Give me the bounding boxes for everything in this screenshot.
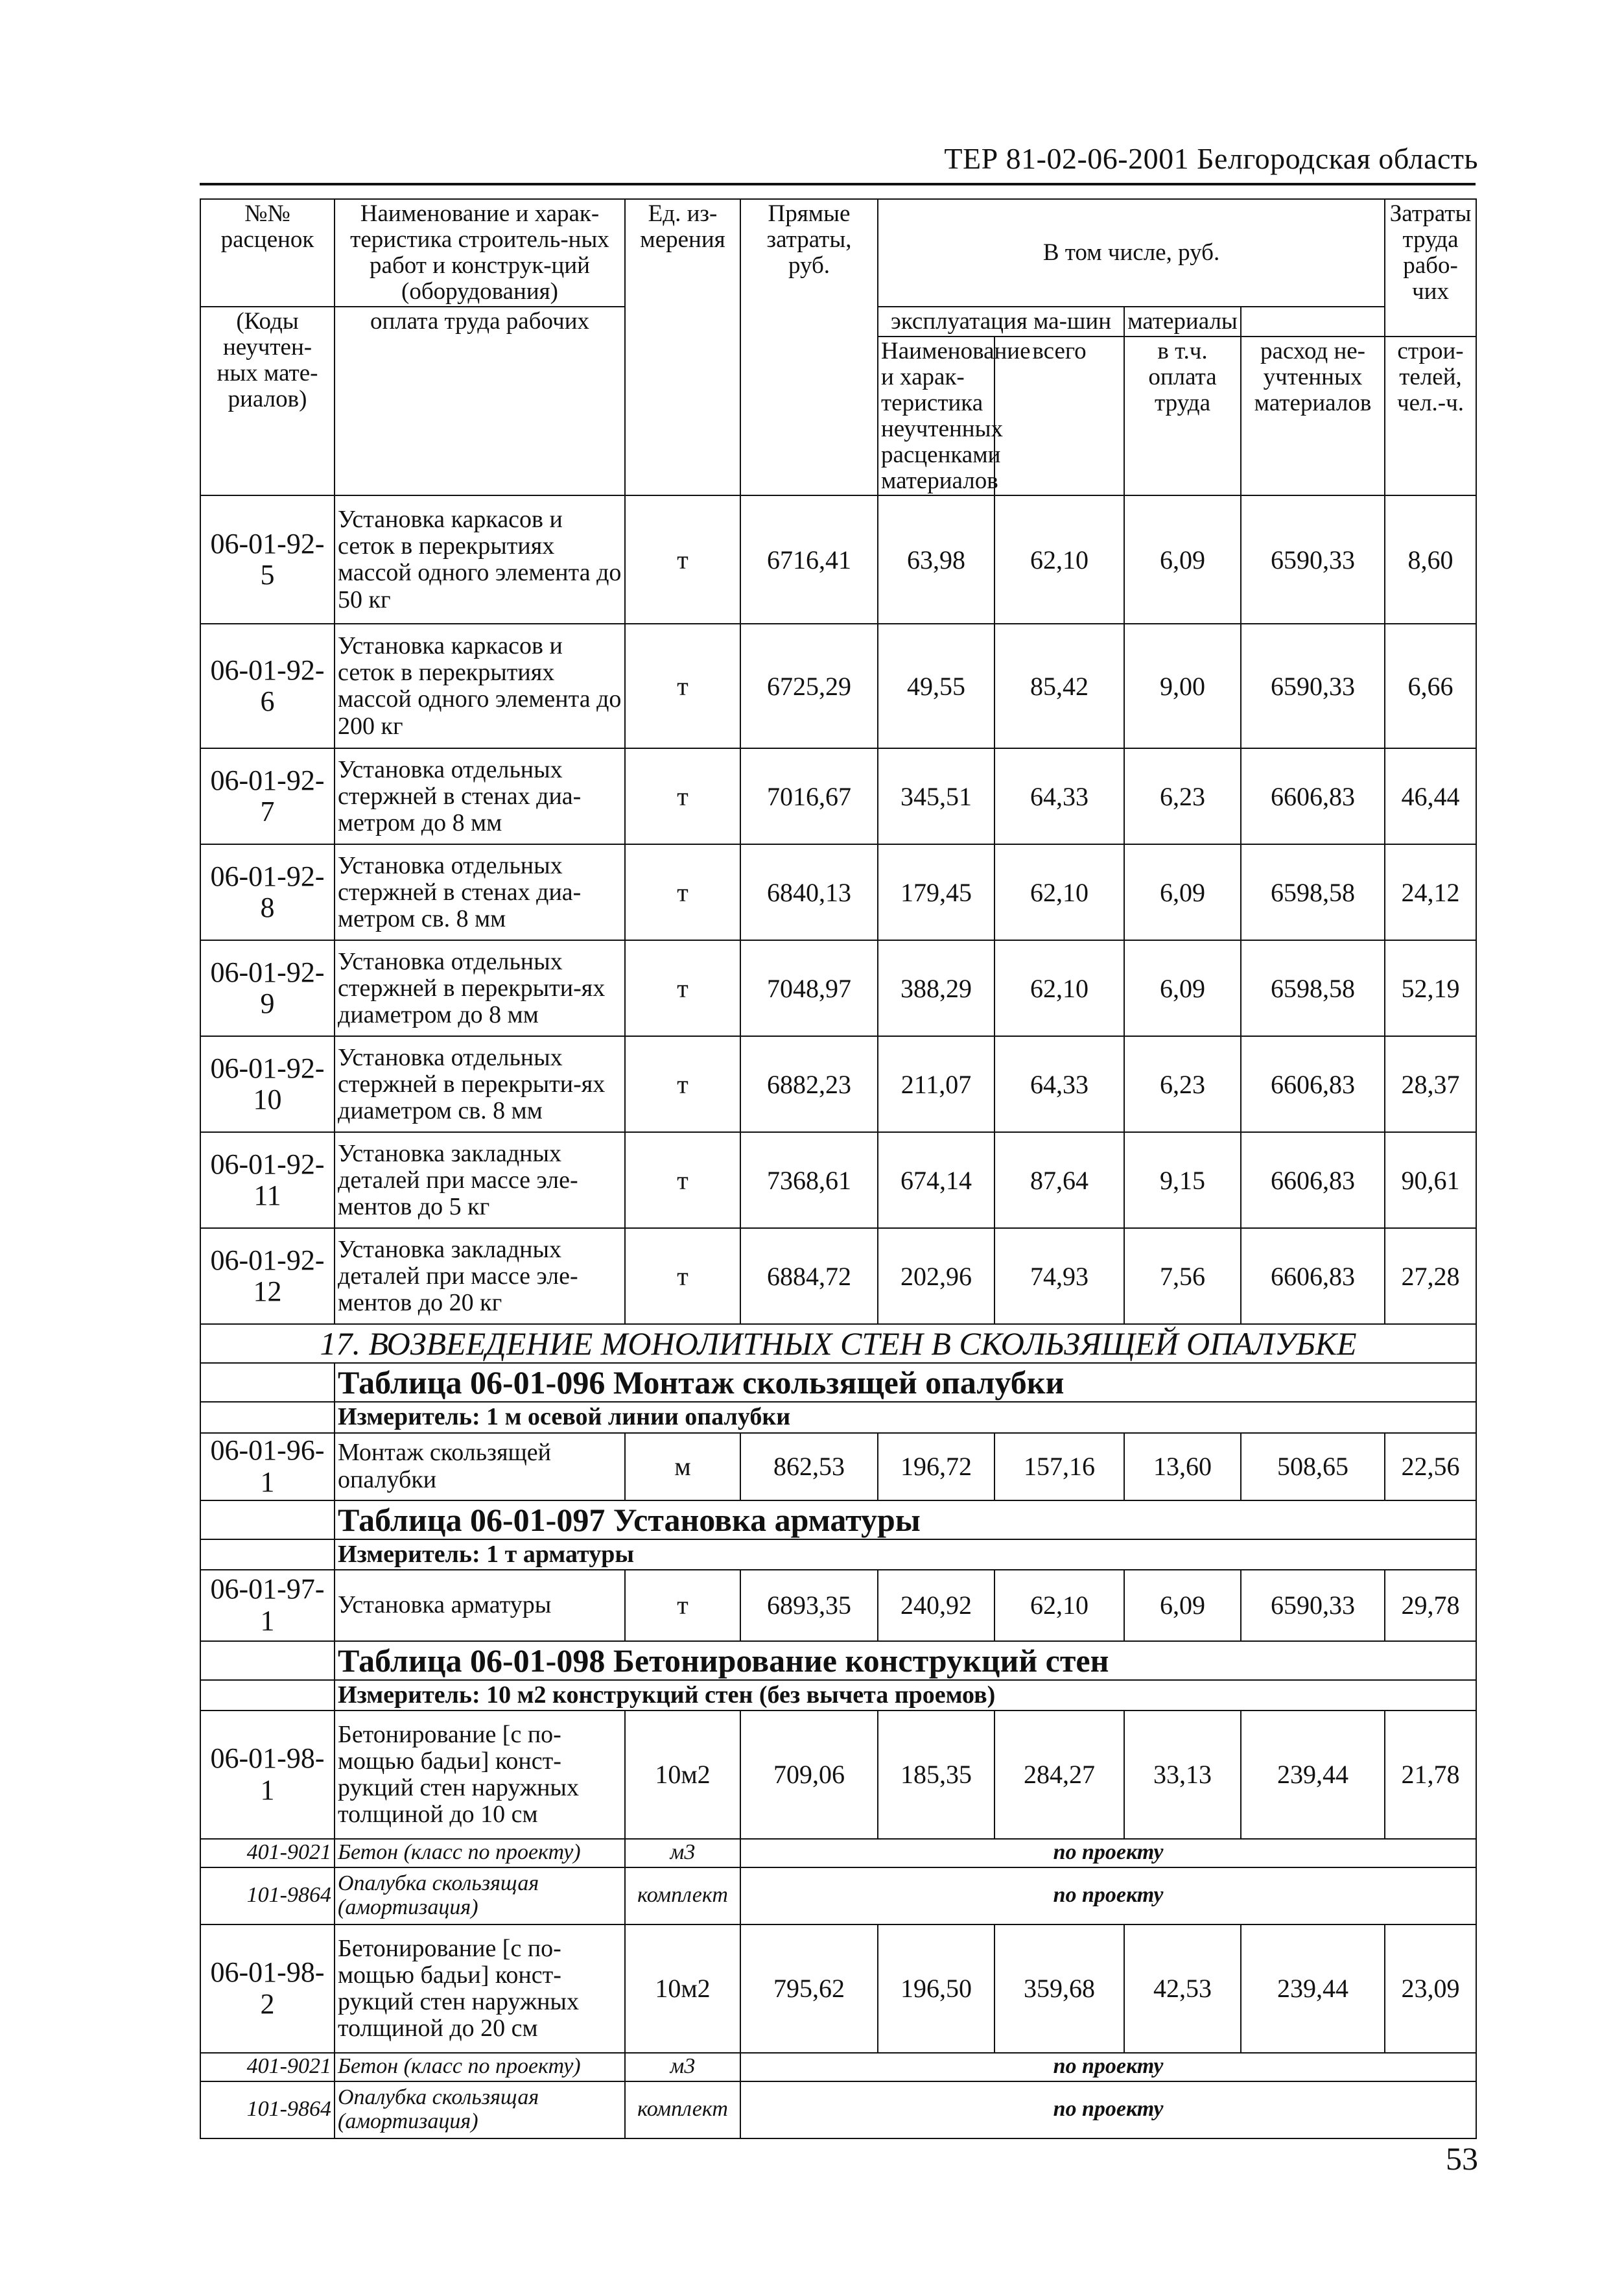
row-name: Бетонирование [с по-мощью бадьи] конст-рукций стен наружных толщиной до 10 см <box>335 1711 625 1839</box>
row-unit: т <box>625 940 740 1036</box>
row-materials: 239,44 <box>1241 1711 1385 1839</box>
table-title-row <box>200 1641 1476 1680</box>
row-machines-wages: 33,13 <box>1124 1711 1241 1839</box>
row-unit: т <box>625 1570 740 1641</box>
empty-cell <box>200 1363 335 1402</box>
row-machines-wages: 6,09 <box>1124 844 1241 940</box>
row-machines-wages: 6,23 <box>1124 1036 1241 1132</box>
row-machines-wages: 13,60 <box>1124 1433 1241 1500</box>
row-materials: 6590,33 <box>1241 1570 1385 1641</box>
table-row <box>200 748 1476 844</box>
table-row <box>200 1433 1476 1500</box>
row-wages: 388,29 <box>878 940 994 1036</box>
row-code: 06-01-98-1 <box>200 1711 335 1839</box>
row-wages: 674,14 <box>878 1132 994 1228</box>
row-name: Бетонирование [с по-мощью бадьи] конст-рукций стен наружных толщиной до 20 см <box>335 1924 625 2053</box>
row-direct: 7048,97 <box>740 940 878 1036</box>
measure-row <box>200 1680 1476 1711</box>
row-name: Установка отдельных стержней в стенах диа-метром до 8 мм <box>335 748 625 844</box>
table-title: Таблица 06-01-097 Установка арматуры <box>335 1500 1476 1539</box>
row-machines: 157,16 <box>994 1433 1124 1500</box>
material-row <box>200 2081 1476 2138</box>
material-unit: комплект <box>625 2081 740 2138</box>
row-machines-wages: 6,09 <box>1124 1570 1241 1641</box>
row-materials: 6590,33 <box>1241 624 1385 748</box>
row-labor: 6,66 <box>1385 624 1476 748</box>
row-materials: 6606,83 <box>1241 1132 1385 1228</box>
row-machines-wages: 9,15 <box>1124 1132 1241 1228</box>
row-unit: м <box>625 1433 740 1500</box>
measure-label: Измеритель: 1 м осевой линии опалубки <box>335 1402 1476 1432</box>
table-row <box>200 495 1476 624</box>
row-machines: 284,27 <box>994 1711 1124 1839</box>
row-code: 06-01-92-6 <box>200 624 335 748</box>
row-machines: 74,93 <box>994 1228 1124 1324</box>
row-wages: 202,96 <box>878 1228 994 1324</box>
table-row <box>200 1711 1476 1839</box>
row-name: Установка каркасов и сеток в перекрытиях массой одного элемента до 50 кг <box>335 495 625 624</box>
col-machines-wages-header: в т.ч. оплата труда <box>1124 337 1241 496</box>
row-machines: 62,10 <box>994 940 1124 1036</box>
material-value: по проекту <box>740 1839 1476 1867</box>
row-machines-wages: 7,56 <box>1124 1228 1241 1324</box>
row-unit: т <box>625 748 740 844</box>
row-materials: 6606,83 <box>1241 748 1385 844</box>
row-labor: 23,09 <box>1385 1924 1476 2053</box>
section-row <box>200 1324 1476 1363</box>
col-wages-header: оплата труда рабочих <box>335 307 625 496</box>
row-machines: 62,10 <box>994 495 1124 624</box>
row-machines: 359,68 <box>994 1924 1124 2053</box>
row-code: 06-01-98-2 <box>200 1924 335 2053</box>
row-code: 06-01-92-5 <box>200 495 335 624</box>
row-unit: т <box>625 844 740 940</box>
table-row <box>200 1228 1476 1324</box>
row-wages: 49,55 <box>878 624 994 748</box>
header-rule <box>200 183 1476 185</box>
row-direct: 7016,67 <box>740 748 878 844</box>
table-title-row <box>200 1500 1476 1539</box>
col-unit-header: Ед. из-мерения <box>625 199 740 495</box>
row-unit: т <box>625 1132 740 1228</box>
row-code: 06-01-92-7 <box>200 748 335 844</box>
row-wages: 196,50 <box>878 1924 994 2053</box>
row-direct: 6884,72 <box>740 1228 878 1324</box>
row-materials: 6598,58 <box>1241 844 1385 940</box>
measure-label: Измеритель: 1 т арматуры <box>335 1539 1476 1570</box>
row-direct: 795,62 <box>740 1924 878 2053</box>
material-name: Опалубка скользящая (амортизация) <box>335 2081 625 2138</box>
row-wages: 196,72 <box>878 1433 994 1500</box>
row-name: Установка отдельных стержней в перекрыти-ях диаметром до 8 мм <box>335 940 625 1036</box>
row-wages: 63,98 <box>878 495 994 624</box>
table-row <box>200 1924 1476 2053</box>
empty-cell <box>200 1680 335 1711</box>
row-code: 06-01-96-1 <box>200 1433 335 1500</box>
measure-label: Измеритель: 10 м2 конструкций стен (без вычета проемов) <box>335 1680 1476 1711</box>
material-unit: м3 <box>625 1839 740 1867</box>
row-code: 06-01-92-8 <box>200 844 335 940</box>
row-name: Установка отдельных стержней в стенах диа-метром св. 8 мм <box>335 844 625 940</box>
row-machines: 87,64 <box>994 1132 1124 1228</box>
row-labor: 24,12 <box>1385 844 1476 940</box>
row-labor: 29,78 <box>1385 1570 1476 1641</box>
row-code: 06-01-92-9 <box>200 940 335 1036</box>
row-labor: 52,19 <box>1385 940 1476 1036</box>
empty-cell <box>200 1500 335 1539</box>
row-labor: 21,78 <box>1385 1711 1476 1839</box>
row-code: 06-01-92-11 <box>200 1132 335 1228</box>
table-title: Таблица 06-01-096 Монтаж скользящей опалубки <box>335 1363 1476 1402</box>
row-labor: 27,28 <box>1385 1228 1476 1324</box>
measure-row <box>200 1539 1476 1570</box>
col-code-subheader: (Коды неучтен-ных мате-риалов) <box>200 307 335 496</box>
material-value: по проекту <box>740 1867 1476 1924</box>
col-name-subheader: Наименование и харак-теристика неучтенных расценками материалов <box>878 337 994 496</box>
material-unit: м3 <box>625 2053 740 2081</box>
material-name: Опалубка скользящая (амортизация) <box>335 1867 625 1924</box>
material-row <box>200 1839 1476 1867</box>
row-machines: 64,33 <box>994 748 1124 844</box>
col-code-header: №№ расценок <box>200 199 335 307</box>
row-materials: 6606,83 <box>1241 1036 1385 1132</box>
row-materials: 6598,58 <box>1241 940 1385 1036</box>
row-name: Установка закладных деталей при массе эле-ментов до 20 кг <box>335 1228 625 1324</box>
row-code: 06-01-97-1 <box>200 1570 335 1641</box>
row-unit: 10м2 <box>625 1711 740 1839</box>
rate-table <box>200 198 1477 2139</box>
table-title: Таблица 06-01-098 Бетонирование конструкций стен <box>335 1641 1476 1680</box>
material-code: 401-9021 <box>200 2053 335 2081</box>
row-unit: т <box>625 1228 740 1324</box>
row-wages: 179,45 <box>878 844 994 940</box>
table-row <box>200 940 1476 1036</box>
row-name: Установка арматуры <box>335 1570 625 1641</box>
table-row <box>200 1570 1476 1641</box>
material-row <box>200 1867 1476 1924</box>
col-materials-subheader: расход не-учтенных материалов <box>1241 337 1385 496</box>
row-machines: 62,10 <box>994 844 1124 940</box>
section-title: 17. ВОЗВЕЕДЕНИЕ МОНОЛИТНЫХ СТЕН В СКОЛЬЗЯЩЕЙ ОПАЛУБКЕ <box>200 1324 1476 1363</box>
empty-cell <box>200 1539 335 1570</box>
row-code: 06-01-92-10 <box>200 1036 335 1132</box>
row-direct: 6840,13 <box>740 844 878 940</box>
row-unit: т <box>625 624 740 748</box>
row-labor: 22,56 <box>1385 1433 1476 1500</box>
row-machines-wages: 6,23 <box>1124 748 1241 844</box>
row-direct: 6716,41 <box>740 495 878 624</box>
material-code: 401-9021 <box>200 1839 335 1867</box>
row-direct: 7368,61 <box>740 1132 878 1228</box>
empty-cell <box>200 1641 335 1680</box>
measure-row <box>200 1402 1476 1432</box>
material-row <box>200 2053 1476 2081</box>
row-wages: 345,51 <box>878 748 994 844</box>
col-materials-header: материалы <box>1124 307 1241 337</box>
row-materials: 6590,33 <box>1241 495 1385 624</box>
header-row-1 <box>200 199 1476 307</box>
table-row <box>200 1036 1476 1132</box>
row-wages: 211,07 <box>878 1036 994 1132</box>
row-machines: 85,42 <box>994 624 1124 748</box>
table-title-row <box>200 1363 1476 1402</box>
row-unit: т <box>625 495 740 624</box>
row-materials: 239,44 <box>1241 1924 1385 2053</box>
material-unit: комплект <box>625 1867 740 1924</box>
row-unit: 10м2 <box>625 1924 740 2053</box>
col-direct-header: Прямые затраты, руб. <box>740 199 878 495</box>
row-machines-wages: 6,09 <box>1124 940 1241 1036</box>
row-materials: 6606,83 <box>1241 1228 1385 1324</box>
document-header: ТЕР 81-02-06-2001 Белгородская область <box>944 142 1478 175</box>
table-row <box>200 844 1476 940</box>
material-name: Бетон (класс по проекту) <box>335 2053 625 2081</box>
row-name: Установка закладных деталей при массе эле-ментов до 5 кг <box>335 1132 625 1228</box>
row-name: Установка отдельных стержней в перекрыти-ях диаметром св. 8 мм <box>335 1036 625 1132</box>
row-code: 06-01-92-12 <box>200 1228 335 1324</box>
row-unit: т <box>625 1036 740 1132</box>
row-labor: 8,60 <box>1385 495 1476 624</box>
material-code: 101-9864 <box>200 2081 335 2138</box>
col-incl-header: В том числе, руб. <box>878 199 1385 307</box>
row-machines: 64,33 <box>994 1036 1124 1132</box>
row-materials: 508,65 <box>1241 1433 1385 1500</box>
material-code: 101-9864 <box>200 1867 335 1924</box>
row-wages: 185,35 <box>878 1711 994 1839</box>
row-direct: 6893,35 <box>740 1570 878 1641</box>
col-machines-header: эксплуатация ма-шин <box>878 307 1124 337</box>
col-machines-total-header: всего <box>994 337 1124 496</box>
row-wages: 240,92 <box>878 1570 994 1641</box>
col-name-header: Наименование и харак-теристика строитель-ных работ и конструк-ций (оборудования) <box>335 199 625 307</box>
row-direct: 6882,23 <box>740 1036 878 1132</box>
table-row <box>200 1132 1476 1228</box>
row-direct: 709,06 <box>740 1711 878 1839</box>
row-machines: 62,10 <box>994 1570 1124 1641</box>
col-labor-subheader: строи-телей, чел.-ч. <box>1385 337 1476 496</box>
row-direct: 862,53 <box>740 1433 878 1500</box>
row-name: Установка каркасов и сеток в перекрытиях массой одного элемента до 200 кг <box>335 624 625 748</box>
material-value: по проекту <box>740 2053 1476 2081</box>
row-direct: 6725,29 <box>740 624 878 748</box>
row-labor: 46,44 <box>1385 748 1476 844</box>
row-labor: 90,61 <box>1385 1132 1476 1228</box>
row-machines-wages: 9,00 <box>1124 624 1241 748</box>
empty-cell <box>200 1402 335 1432</box>
material-name: Бетон (класс по проекту) <box>335 1839 625 1867</box>
row-labor: 28,37 <box>1385 1036 1476 1132</box>
row-machines-wages: 42,53 <box>1124 1924 1241 2053</box>
page-number: 53 <box>1446 2140 1478 2177</box>
table-row <box>200 624 1476 748</box>
row-machines-wages: 6,09 <box>1124 495 1241 624</box>
col-labor-header: Затраты труда рабо-чих <box>1385 199 1476 337</box>
material-value: по проекту <box>740 2081 1476 2138</box>
row-name: Монтаж скользящей опалубки <box>335 1433 625 1500</box>
